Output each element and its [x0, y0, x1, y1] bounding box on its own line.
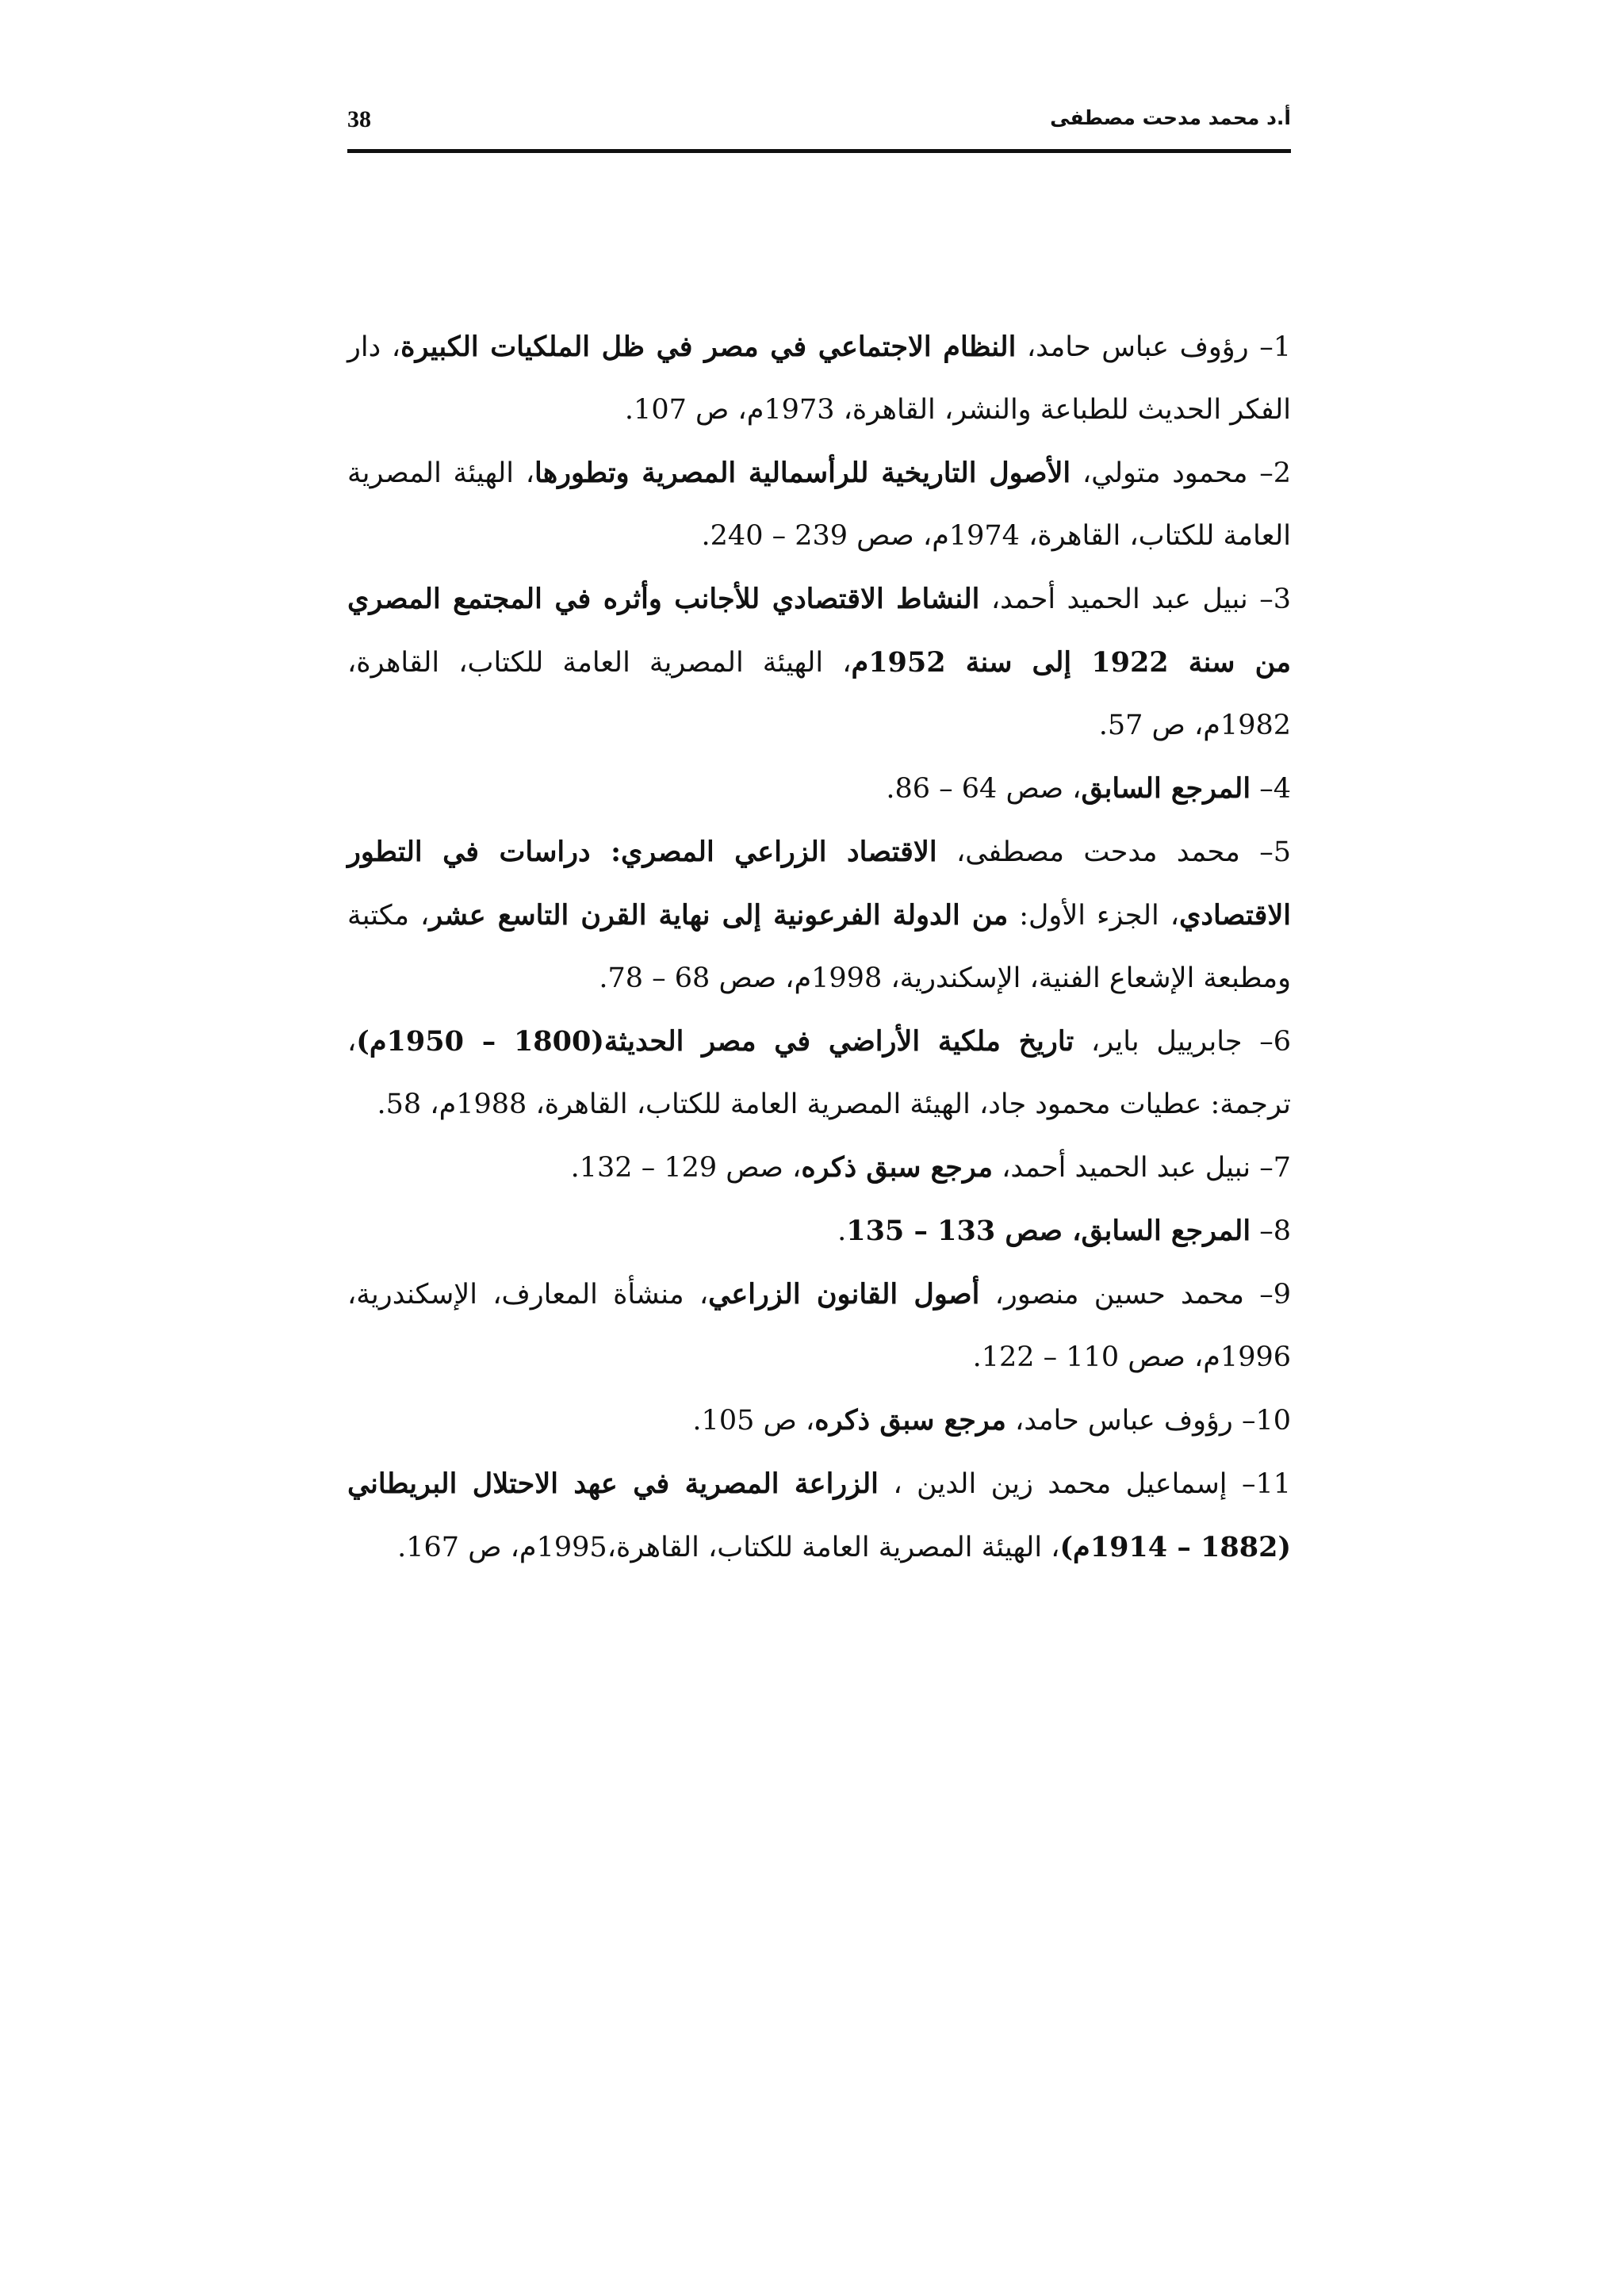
footnote-author: محمد مدحت مصطفى، — [936, 836, 1260, 868]
footnote-author: محمود متولي، — [1071, 457, 1260, 489]
footnote-author — [1251, 773, 1259, 805]
footnote-title: الزراعة المصرية في عهد الاحتلال البريطاني (1882 – 1914م) — [347, 1468, 1291, 1563]
footnote-title: النشاط الاقتصادي للأجانب وأثره في المجتمع المصري من سنة 1922 إلى سنة 1952م — [347, 583, 1291, 679]
footnote-author: نبيل عبد الحميد أحمد، — [979, 584, 1260, 615]
footnote-author: إسماعيل محمد زين الدين ، — [878, 1468, 1242, 1500]
footnote-details: ، الهيئة المصرية العامة للكتاب، القاهرة، 1982م، ص 57. — [347, 647, 1291, 741]
footnote-5 — [347, 821, 1291, 1010]
footnote-2 — [347, 442, 1291, 568]
footnote-number: 7– — [1259, 1152, 1291, 1184]
footnote-publisher: ، مكتبة ومطبعة الإشعاع الفنية، الإسكندرية، 1998م، صص 68 – 78. — [347, 900, 1291, 994]
footnote-author: رؤوف عباس حامد، — [1005, 1405, 1242, 1437]
footnote-author: رؤوف عباس حامد، — [1016, 331, 1260, 363]
page-number: 38 — [347, 106, 371, 132]
footnote-3 — [347, 568, 1291, 757]
footnote-number: 10– — [1241, 1405, 1291, 1437]
footnote-number: 4– — [1259, 773, 1291, 805]
header-author: أ.د محمد مدحت مصطفى — [1050, 106, 1291, 129]
footnote-4 — [347, 757, 1291, 821]
footnote-number: 9– — [1259, 1279, 1292, 1311]
footnote-title: الأصول التاريخية للرأسمالية المصرية وتطورها — [534, 457, 1071, 489]
footnote-title: المرجع السابق، صص 133 – 135 — [846, 1215, 1251, 1247]
footnote-details: . — [837, 1215, 847, 1247]
footnote-author: نبيل عبد الحميد أحمد، — [992, 1152, 1260, 1184]
footnote-7 — [347, 1136, 1291, 1200]
footnote-1 — [347, 316, 1291, 442]
footnote-title: النظام الاجتماعي في مصر في ظل الملكيات الكبيرة — [400, 331, 1017, 363]
footnote-title: تاريخ ملكية الأراضي في مصر الحديثة(1800 – 1950م) — [356, 1025, 1074, 1058]
page-header — [347, 101, 1291, 153]
footnote-title: الاقتصاد الزراعي المصري: دراسات في التطور الاقتصادي — [347, 836, 1292, 932]
footnote-number: 8– — [1259, 1215, 1291, 1247]
footnote-title: المرجع السابق — [1081, 772, 1251, 805]
footnote-number: 11– — [1241, 1468, 1291, 1500]
footnote-number: 6– — [1259, 1026, 1291, 1058]
footnote-author: جابرييل باير، — [1074, 1026, 1260, 1058]
footnote-6 — [347, 1010, 1291, 1136]
footnote-details: ، الجزء الأول: — [1008, 900, 1180, 932]
footnote-author — [1251, 1215, 1259, 1247]
footnote-title: مرجع سبق ذكره — [801, 1151, 993, 1184]
footnote-details: ، دار الفكر الحديث للطباعة والنشر، القاهرة، 1973م، ص 107. — [347, 331, 1291, 426]
footnote-details: ، الهيئة المصرية العامة للكتاب، القاهرة، 1974م، صص 239 – 240. — [347, 457, 1291, 552]
footnote-number: 3– — [1259, 584, 1291, 615]
footnotes-list — [347, 316, 1291, 1579]
footnote-10 — [347, 1389, 1291, 1452]
footnote-11 — [347, 1452, 1291, 1579]
footnote-details: ، منشأة المعارف، الإسكندرية، 1996م، صص 110 – 122. — [347, 1279, 1291, 1373]
footnote-details: ، صص 129 – 132. — [570, 1152, 802, 1184]
footnote-author: محمد حسين منصور، — [979, 1279, 1260, 1311]
footnote-number: 5– — [1259, 836, 1291, 868]
footnote-details: ، صص 64 – 86. — [886, 773, 1082, 805]
footnote-details: ، ترجمة: عطيات محمود جاد، الهيئة المصرية العامة للكتاب، القاهرة، 1988م، 58. — [347, 1026, 1291, 1120]
footnote-8 — [347, 1200, 1291, 1263]
footnote-number: 1– — [1259, 331, 1291, 363]
footnote-9 — [347, 1263, 1291, 1389]
footnote-details: ، ص 105. — [692, 1405, 815, 1437]
footnote-details: ، الهيئة المصرية العامة للكتاب، القاهرة،1995م، ص 167. — [397, 1532, 1060, 1563]
footnote-number: 2– — [1259, 457, 1291, 489]
footnote-title: مرجع سبق ذكره — [814, 1404, 1006, 1437]
footnote-title: أصول القانون الزراعي — [708, 1278, 980, 1311]
footnote-subtitle: من الدولة الفرعونية إلى نهاية القرن التاسع عشر — [429, 899, 1009, 932]
